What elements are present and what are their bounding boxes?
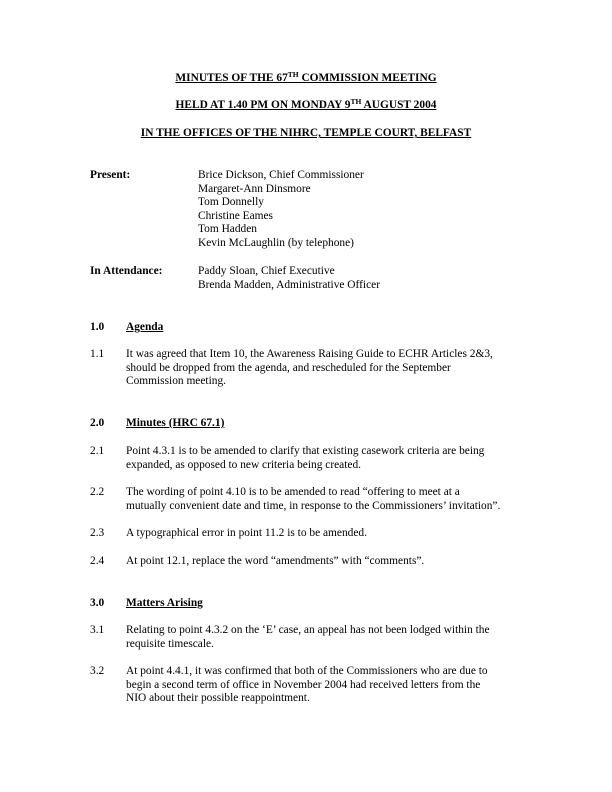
para-line: A typographical error in point 11.2 is to be amended. xyxy=(126,527,367,539)
paragraph-2-4 xyxy=(126,555,536,569)
title-text: HELD AT 1.40 PM ON MONDAY 9 xyxy=(175,99,351,111)
section-title-minutes: Minutes (HRC 67.1) xyxy=(126,417,225,429)
para-line: mutually convenient date and time, in response to the Commissioners’ invitation”. xyxy=(126,499,501,512)
para-number: 3.2 xyxy=(90,665,105,677)
ordinal-suffix: TH xyxy=(350,97,362,106)
section-title-agenda: Agenda xyxy=(126,321,164,333)
para-number: 2.3 xyxy=(90,527,105,539)
title-text: MINUTES OF THE 67 xyxy=(175,72,288,84)
present-name: Margaret-Ann Dinsmore xyxy=(198,182,311,195)
para-line: Commission meeting. xyxy=(126,375,226,388)
attendance-name: Brenda Madden, Administrative Officer xyxy=(198,278,380,291)
para-line: should be dropped from the agenda, and rescheduled for the September xyxy=(126,361,451,374)
para-line: expanded, as opposed to new criteria being created. xyxy=(126,458,361,471)
attendance-label: In Attendance: xyxy=(90,265,163,277)
para-line: Relating to point 4.3.2 on the ‘E’ case, an appeal has not been lodged within the xyxy=(126,624,490,636)
paragraph-2-1 xyxy=(126,445,536,472)
paragraph-3-1 xyxy=(126,624,536,651)
para-line: NIO about their possible reappointment. xyxy=(126,692,310,705)
present-label: Present: xyxy=(90,169,131,181)
attendance-name: Paddy Sloan, Chief Executive xyxy=(198,265,335,277)
present-name: Christine Eames xyxy=(198,209,273,222)
section-title-matters-arising: Matters Arising xyxy=(126,597,203,609)
paragraph-2-2 xyxy=(126,486,536,513)
para-number: 3.1 xyxy=(90,624,105,636)
present-name: Tom Donnelly xyxy=(198,196,264,209)
attendance-list xyxy=(198,265,380,292)
paragraph-1-1 xyxy=(126,348,536,389)
paragraph-3-2 xyxy=(126,665,536,706)
section-number: 1.0 xyxy=(90,321,105,333)
para-line: At point 12.1, replace the word “amendments” with “comments”. xyxy=(126,555,425,567)
title-line-2 xyxy=(0,99,612,113)
title-line-1 xyxy=(0,72,612,86)
para-number: 2.2 xyxy=(90,486,105,498)
section-number: 2.0 xyxy=(90,417,105,429)
title-line-3: IN THE OFFICES OF THE NIHRC, TEMPLE COURT, BELFAST xyxy=(140,127,472,139)
para-line: begin a second term of office in November 2004 had received letters from the xyxy=(126,678,481,691)
para-number: 1.1 xyxy=(90,348,105,360)
ordinal-suffix: TH xyxy=(287,70,299,79)
title-text: COMMISSION MEETING xyxy=(298,72,437,84)
paragraph-2-3 xyxy=(126,527,536,541)
present-name: Kevin McLaughlin (by telephone) xyxy=(198,236,354,249)
present-name: Tom Hadden xyxy=(198,223,257,236)
para-line: At point 4.4.1, it was confirmed that both of the Commissioners who are due to xyxy=(126,665,488,677)
present-list xyxy=(198,169,364,251)
para-number: 2.1 xyxy=(90,445,105,457)
para-number: 2.4 xyxy=(90,555,105,567)
present-name: Brice Dickson, Chief Commissioner xyxy=(198,169,364,181)
para-line: Point 4.3.1 is to be amended to clarify that existing casework criteria are being xyxy=(126,445,485,457)
section-number: 3.0 xyxy=(90,597,105,609)
title-text: AUGUST 2004 xyxy=(361,99,437,111)
para-line: It was agreed that Item 10, the Awareness Raising Guide to ECHR Articles 2&3, xyxy=(126,348,493,360)
para-line: requisite timescale. xyxy=(126,637,214,650)
para-line: The wording of point 4.10 is to be amended to read “offering to meet at a xyxy=(126,486,460,498)
